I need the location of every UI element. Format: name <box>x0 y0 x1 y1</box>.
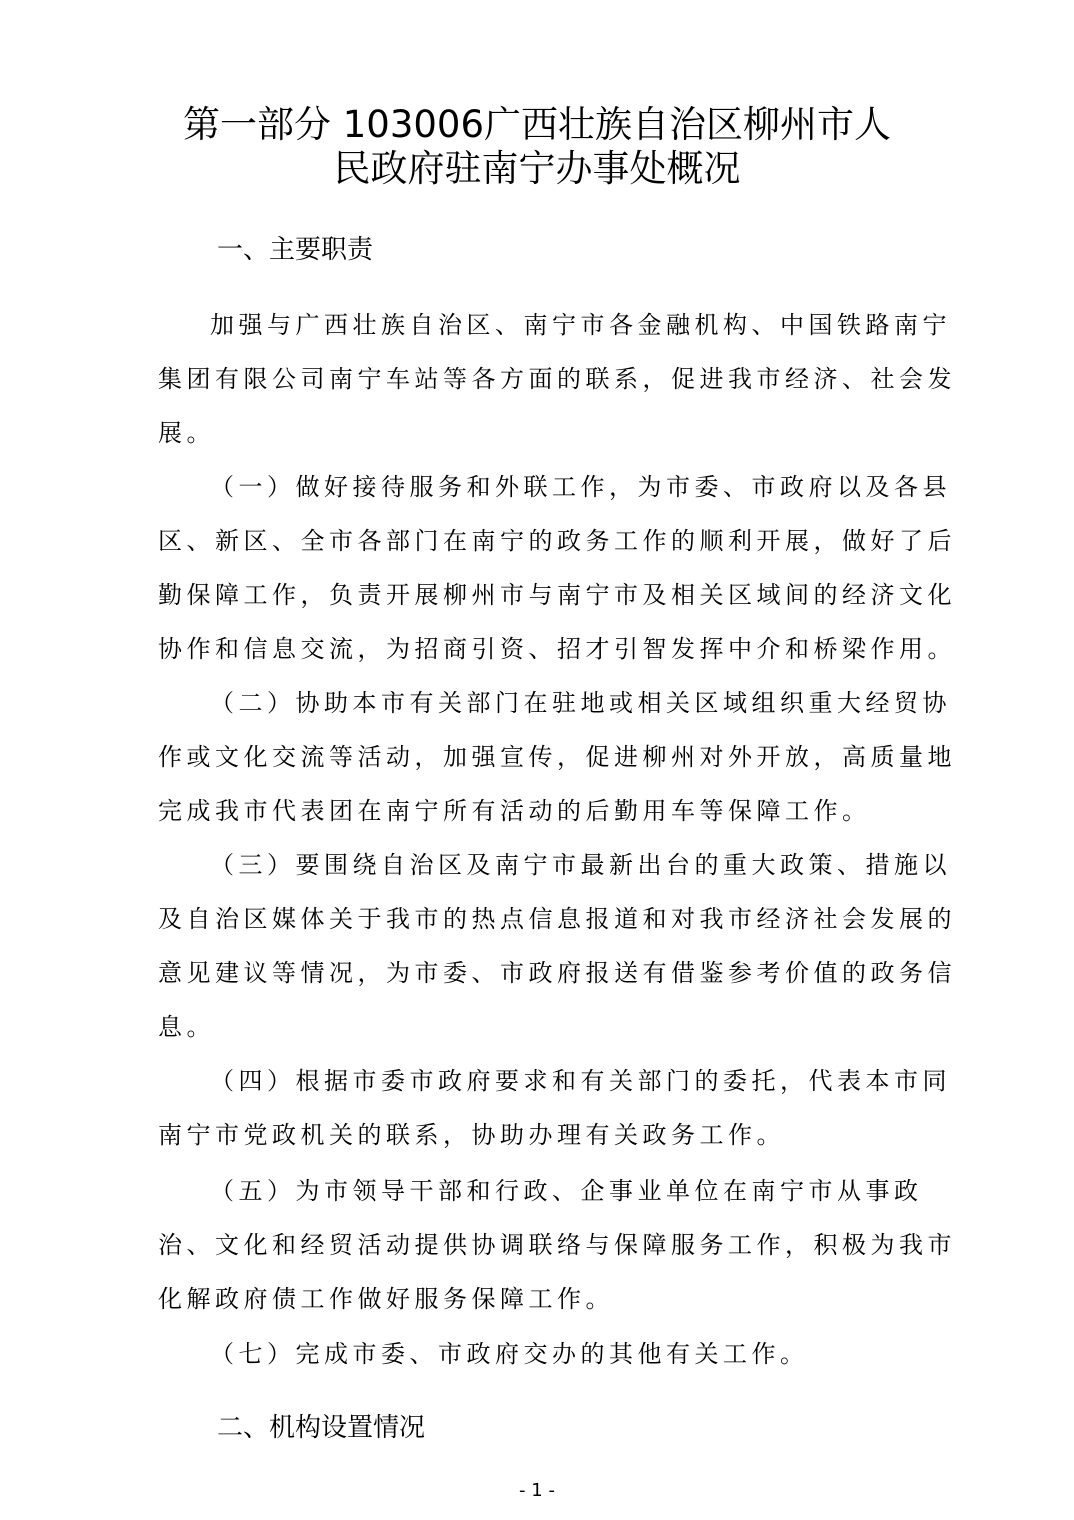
paragraph-line: 治、文化和经贸活动提供协调联络与保障服务工作，积极为我市 <box>158 1231 956 1259</box>
paragraph-line: 集团有限公司南宁车站等各方面的联系，促进我市经济、社会发 <box>158 365 956 393</box>
paragraph-item-3 <box>158 838 956 1054</box>
section-heading-organization: 二、机构设置情况 <box>217 1413 426 1443</box>
document-title <box>120 103 954 191</box>
paragraph-line: 南宁市党政机关的联系，协助办理有关政务工作。 <box>158 1121 785 1149</box>
paragraph-line: 协作和信息交流，为招商引资、招才引智发挥中介和桥梁作用。 <box>158 635 956 663</box>
paragraph-line: 勤保障工作，负责开展柳州市与南宁市及相关区域间的经济文化 <box>158 581 956 609</box>
paragraph-line: 加强与广西壮族自治区、南宁市各金融机构、中国铁路南宁 <box>210 311 951 339</box>
paragraph-intro <box>158 298 956 460</box>
paragraph-line: （二）协助本市有关部门在驻地或相关区域组织重大经贸协 <box>210 689 951 717</box>
title-line-1: 第一部分 103006广西壮族自治区柳州市人 <box>182 103 891 146</box>
paragraph-line: 完成我市代表团在南宁所有活动的后勤用车等保障工作。 <box>158 797 871 825</box>
paragraph-item-5 <box>158 1164 956 1326</box>
paragraph-line: 化解政府债工作做好服务保障工作。 <box>158 1285 614 1313</box>
paragraph-item-4 <box>158 1054 951 1162</box>
paragraph-line: （七）完成市委、市政府交办的其他有关工作。 <box>210 1340 809 1368</box>
title-line-2: 民政府驻南宁办事处概况 <box>333 147 741 190</box>
paragraph-line: 区、新区、全市各部门在南宁的政务工作的顺利开展，做好了后 <box>158 527 956 555</box>
paragraph-item-2 <box>158 676 956 838</box>
paragraph-item-7 <box>158 1327 928 1381</box>
paragraph-line: （四）根据市委市政府要求和有关部门的委托，代表本市同 <box>210 1067 951 1095</box>
paragraph-line: 展。 <box>158 419 215 447</box>
page-number: - 1 - <box>519 1480 555 1501</box>
paragraph-line: 息。 <box>158 1013 215 1041</box>
paragraph-item-1 <box>158 460 956 676</box>
section-heading-main-duties: 一、主要职责 <box>217 235 374 265</box>
paragraph-line: 作或文化交流等活动，加强宣传，促进柳州对外开放，高质量地 <box>158 743 956 771</box>
paragraph-line: 意见建议等情况，为市委、市政府报送有借鉴参考价值的政务信 <box>158 959 956 987</box>
paragraph-line: （一）做好接待服务和外联工作，为市委、市政府以及各县 <box>210 473 951 501</box>
paragraph-line: （五）为市领导干部和行政、企事业单位在南宁市从事政 <box>210 1177 923 1205</box>
paragraph-line: （三）要围绕自治区及南宁市最新出台的重大政策、措施以 <box>210 851 951 879</box>
paragraph-line: 及自治区媒体关于我市的热点信息报道和对我市经济社会发展的 <box>158 905 956 933</box>
